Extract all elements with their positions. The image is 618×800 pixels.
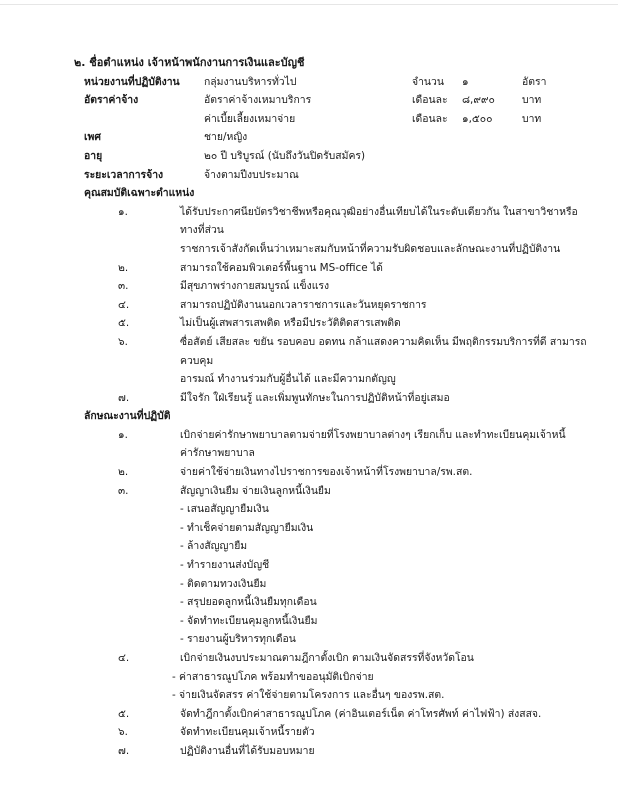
duty-item: [74, 463, 594, 482]
duty-item-line: จ่ายค่าใช้จ่ายเงินทางไปราชการของเจ้าหน้าที่โรงพยาบาล/รพ.สต.: [180, 466, 473, 479]
loan-subitem: - จัดทำทะเบียนคุมลูกหนี้เงินยืม: [180, 614, 318, 627]
duty-item-text: [162, 463, 594, 482]
duty-tail-item-text: จัดทำฎีกาตั้งเบิกค่าสาธารณูปโภค (ค่าอินเตอร์เน็ต ค่าโทรศัพท์ ค่าไฟฟ้า) ส่งสสจ.: [180, 707, 542, 720]
info-block: [74, 73, 594, 185]
term-label: ระยะเวลาการจ้าง: [84, 168, 164, 181]
qualification-item-text: [162, 314, 594, 333]
qualification-item: [74, 203, 594, 259]
qualification-item-num: ๖.: [118, 335, 128, 348]
section-title: ๒. ชื่อตำแหน่ง เจ้าหน้าพนักงานการเงินและบัญชี: [74, 56, 305, 69]
count-value: ๑: [462, 75, 469, 88]
qualification-item-line: อารมณ์ ทำงานร่วมกับผู้อื่นได้ และมีความกตัญญู: [180, 373, 396, 386]
qualification-item: [74, 389, 594, 408]
unit-value: กลุ่มงานบริหารทั่วไป: [204, 75, 297, 88]
duty-tail-item: [74, 742, 594, 761]
duty-item: [74, 426, 594, 463]
duties-tail-list: [74, 705, 594, 761]
duty-tail-item-text: ปฏิบัติงานอื่นที่ได้รับมอบหมาย: [180, 744, 315, 757]
allowance-amount: ๑,๕๐๐: [462, 112, 493, 125]
duty-tail-item-num: ๗.: [118, 744, 130, 757]
unit-label: หน่วยงานที่ปฏิบัติงาน: [84, 75, 180, 88]
loan-subitems: [74, 500, 594, 649]
qualification-item-text: [162, 277, 594, 296]
gender-label: เพศ: [84, 131, 101, 144]
qualification-item-text: [162, 203, 594, 259]
duties-heading: ลักษณะงานที่ปฏิบัติ: [84, 410, 171, 423]
qualification-item-line: ราชการเจ้าสังกัดเห็นว่าเหมาะสมกับหน้าที่ความรับผิดชอบและลักษณะงานที่ปฏิบัติงาน: [180, 242, 561, 255]
count-label: จำนวน: [412, 75, 444, 88]
duty-item-line: ค่ารักษาพยาบาล: [180, 447, 255, 460]
qualification-item: [74, 333, 594, 389]
qualification-item-text: [162, 296, 594, 315]
qualifications-heading: คุณสมบัติเฉพาะตำแหน่ง: [84, 187, 195, 200]
info-row-unit: [84, 73, 594, 92]
qualification-item-num: ๗.: [118, 391, 130, 404]
qualification-item: [74, 296, 594, 315]
allowance-value: ค่าเบี้ยเลี้ยงเหมาจ่าย: [204, 112, 296, 125]
page-edge-line: [0, 4, 618, 5]
qualifications-list: [74, 203, 594, 408]
rate-label: อัตราค่าจ้าง: [84, 94, 139, 107]
loan-subitem: - ทำเช็คจ่ายตามสัญญายืมเงิน: [180, 521, 314, 534]
qualification-item-line: มีใจรัก ใฝ่เรียนรู้ และเพิ่มพูนทักษะในการปฏิบัติหน้าที่อยู่เสมอ: [180, 391, 450, 404]
loan-subitem: - เสนอสัญญายืมเงิน: [180, 503, 269, 516]
duty-item-4: [74, 649, 594, 668]
duties-list: [74, 426, 594, 500]
info-row-age: [84, 147, 594, 166]
qualification-item-line: สามารถใช้คอมพิวเตอร์พื้นฐาน MS-office ได้: [180, 261, 383, 274]
duty-item-line: สัญญาเงินยืม จ่ายเงินลูกหนี้เงินยืม: [180, 484, 331, 497]
qualification-item: [74, 277, 594, 296]
qualification-item-line: ไม่เป็นผู้เสพสารเสพติด หรือมีประวัติติดสารเสพติด: [180, 317, 401, 330]
loan-subitem: - ล้างสัญญายืม: [180, 540, 248, 553]
loan-subitem: - สรุปยอดลูกหนี้เงินยืมทุกเดือน: [180, 596, 317, 609]
loan-subitem: - ทำรายงานส่งบัญชี: [180, 559, 270, 572]
duty-item-text: [162, 482, 594, 501]
duty-tail-item: [74, 723, 594, 742]
qualification-item-num: ๑.: [118, 205, 128, 218]
duty-tail-item: [74, 705, 594, 724]
rate-amount: ๘,๙๙๐: [462, 94, 495, 107]
info-row-rate: [84, 91, 594, 110]
duty-tail-item-text: จัดทำทะเบียนคุมเจ้าหนี้รายตัว: [180, 726, 315, 739]
allowance-currency: บาท: [522, 112, 542, 125]
qualification-item: [74, 314, 594, 333]
info-row-gender: [84, 128, 594, 147]
duty-item-num: ๒.: [118, 466, 129, 479]
qualification-item-num: ๒.: [118, 261, 129, 274]
qualification-item: [74, 259, 594, 278]
duty-item: [74, 482, 594, 501]
gender-value: ชาย/หญิง: [204, 131, 248, 144]
item4-subitems: [74, 668, 594, 705]
duty-tail-item-num: ๖.: [118, 726, 128, 739]
item4-subitem: - จ่ายเงินจัดสรร ค่าใช้จ่ายตามโครงการ และอื่นๆ ของรพ.สต.: [172, 689, 445, 702]
age-label: อายุ: [84, 149, 103, 162]
qualification-item-text: [162, 333, 594, 389]
loan-subitem: - ติดตามทวงเงินยืม: [180, 577, 267, 590]
duty-item-4-num: ๔.: [118, 652, 130, 664]
item4-subitem: - ค่าสาธารณูปโภค พร้อมทำขออนุมัติเบิกจ่าย: [172, 670, 374, 683]
qualification-item-num: ๔.: [118, 298, 130, 311]
loan-subitem: - รายงานผู้บริหารทุกเดือน: [180, 633, 296, 646]
qualification-item-num: ๓.: [118, 280, 129, 293]
info-row-term: [84, 166, 594, 185]
duty-item-text: [162, 426, 594, 463]
qualification-item-line: ได้รับประกาศนียบัตรวิชาชีพหรือคุณวุฒิอย่างอื่นเทียบได้ในระดับเดียวกัน ในสาขาวิชาหรือทางที่ส่วน: [180, 205, 578, 237]
duty-item-num: ๓.: [118, 484, 129, 497]
qualification-item-line: ซื่อสัตย์ เสียสละ ขยัน รอบคอบ อดทน กล้าแสดงความคิดเห็น มีพฤติกรรมบริการที่ดี สามารถควบคุม: [180, 335, 587, 367]
age-value: ๒๐ ปี บริบูรณ์ (นับถึงวันปิดรับสมัคร): [204, 149, 366, 162]
rate-value: อัตราค่าจ้างเหมาบริการ: [204, 94, 312, 107]
count-unit: อัตรา: [522, 75, 547, 88]
allowance-period: เดือนละ: [412, 112, 448, 125]
qualification-item-line: สามารถปฏิบัติงานนอกเวลาราชการและวันหยุดราชการ: [180, 298, 427, 311]
document-body: [74, 54, 594, 761]
term-value: จ้างตามปีงบประมาณ: [204, 168, 299, 181]
duty-item-4-text: เบิกจ่ายเงินงบประมาณตามฎีกาตั้งเบิก ตามเงินจัดสรรที่จังหวัดโอน: [180, 652, 474, 664]
rate-currency: บาท: [522, 94, 542, 107]
qualification-item-text: [162, 389, 594, 408]
duty-item-line: เบิกจ่ายค่ารักษาพยาบาลตามจ่ายที่โรงพยาบาลต่างๆ เรียกเก็บ และทำทะเบียนคุมเจ้าหนี้: [180, 428, 566, 441]
info-row-allowance: [84, 110, 594, 129]
duty-item-num: ๑.: [118, 428, 128, 441]
qualification-item-text: [162, 259, 594, 278]
duty-tail-item-num: ๕.: [118, 707, 130, 720]
qualification-item-line: มีสุขภาพร่างกายสมบูรณ์ แข็งแรง: [180, 280, 330, 293]
rate-period: เดือนละ: [412, 94, 448, 107]
qualification-item-num: ๕.: [118, 317, 130, 330]
